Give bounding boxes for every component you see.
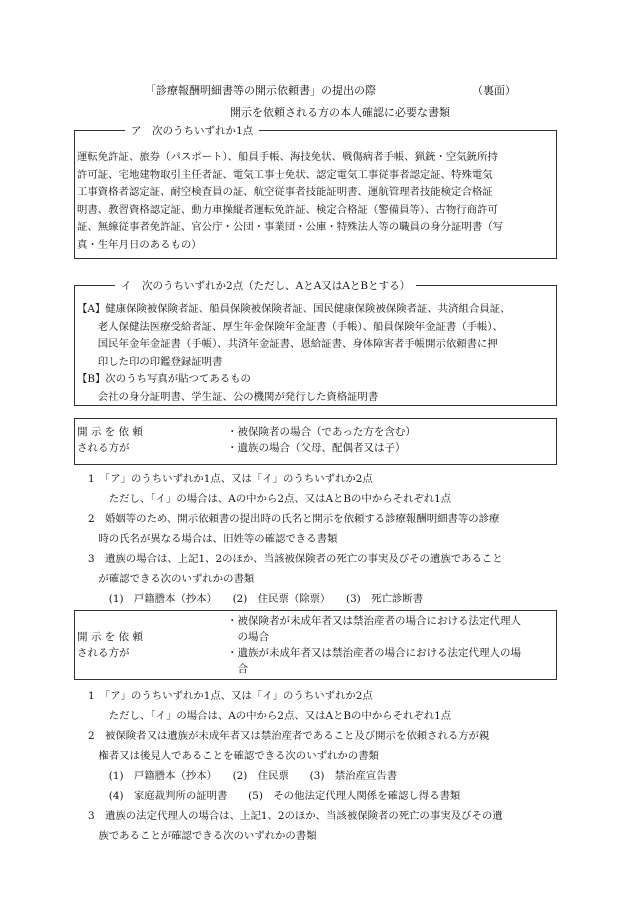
section-a-legend: ア 次のうちいずれか1点 [125,123,259,138]
list-item: 2 被保険者又は遺族が未成年者又は禁治産者であること及び開示を依頼される方が親 [88,730,490,742]
list-item: 3 遺族の場合は、上記1、2のほか、当該被保険者の死亡の事実及びその遺族であること [88,553,503,565]
list-item: ただし、「イ」の場合は、Aの中から2点、又はAとBの中からそれぞれ1点 [88,493,452,505]
list-item: (1) 戸籍謄本（抄本） (2) 住民票 (3) 禁治産宣告書 [88,770,398,782]
list-item: 時の氏名が異なる場合は、旧姓等の確認できる書類 [88,533,338,545]
section-i-line: 印した印の印鑑登録証明書 [77,355,223,368]
section-a-line: 運転免許証、旅券（パスポート）、船員手帳、海技免状、戦傷病者手帳、猟銃・空気銃所持 [77,151,498,163]
section-i-line: 老人保健法医療受給者証、厚生年金保険年金証書（手帳）、船員保険年金証書（手帳）、 [77,320,504,333]
section-a-line: 真・生年月日のあるもの） [77,238,202,251]
section-a-box [74,125,557,259]
section-a-line: 明書、教習資格認定証、動力車操縦者運転免許証、検定合格証（警備員等）、古物行商許可 [77,203,498,216]
section-i-legend: イ 次のうちいずれか2点（ただし、AとA又はAとBとする） [115,278,416,293]
requester-cases: ・被保険者の場合（であった方を含む） ・遺族の場合（父母、配偶者又は子） [227,426,416,454]
list-item: 3 遺族の法定代理人の場合は、上記1、2のほか、当該被保険者の死亡の事実及びその遺 [88,810,503,822]
requester-table-1 [74,418,557,465]
section-i-line: 国民年金年金証書（手帳）、共済年金証書、恩給証書、身体障害者手帳開示依頼書に押 [77,338,498,350]
section-a-text [77,149,567,254]
list-item: 1 「ア」のうちいずれか1点、又は「イ」のうちいずれか2点 [88,690,373,702]
list-item: (4) 家庭裁判所の証明書 (5) その他法定代理人関係を確認し得る書類 [88,790,461,802]
section-i-text [77,301,567,406]
requester-cases: ・被保険者が未成年者又は禁治産者の場合における法定代理人 の場合 ・遺族が未成年者又は禁治産者の場合における法定代理人の場 合 [227,615,521,675]
requester-label: 開 示 を 依 頼 される方が [77,426,143,454]
document-subtitle: 開示を依頼される方の本人確認に必要な書類 [230,106,450,119]
requester-table-2 [74,610,557,680]
back-side-label: （裏面） [472,84,516,97]
section-i-line: 会社の身分証明書、学生証、公の機関が発行した資格証明書 [77,390,379,403]
section-a-line: 証、無線従事者免許証、官公庁・公団・事業団・公庫・特殊法人等の職員の身分証明書（写 [77,221,504,233]
list-item: (1) 戸籍謄本（抄本） (2) 住民票（除票） (3) 死亡診断書 [88,593,424,605]
section-a-line: 許可証、宅地建物取引主任者証、電気工事士免状、認定電気工事従事者認定証、特殊電気 [77,168,493,181]
section-i-box [74,280,557,406]
list-item: 権者又は後見人であることを確認できる次のいずれかの書類 [88,750,379,762]
list-item: 2 婚姻等のため、開示依頼書の提出時の氏名と開示を依頼する診療報酬明細書等の診療 [88,513,500,525]
section-a-line: 工事資格者認定証、耐空検査員の証、航空従事者技能証明書、運航管理者技能検定合格証 [77,186,493,198]
requester-label: 開 示 を 依 頼 される方が [77,631,143,659]
list-item: が確認できる次のいずれかの書類 [88,573,255,585]
list-item: 族であることが確認できる次のいずれかの書類 [88,830,317,842]
list-item: ただし、「イ」の場合は、Aの中から2点、又はAとBの中からそれぞれ1点 [88,710,452,722]
list-item: 1 「ア」のうちいずれか1点、又は「イ」のうちいずれか2点 [88,473,373,485]
document-title: 「診療報酬明細書等の開示依頼書」の提出の際 [145,84,376,97]
section-i-line: 【B】次のうち写真が貼つてあるもの [77,373,251,385]
section-i-line: 【A】健康保険被保険者証、船員保険被保険者証、国民健康保険被保険者証、共済組合員証、 [77,303,511,315]
